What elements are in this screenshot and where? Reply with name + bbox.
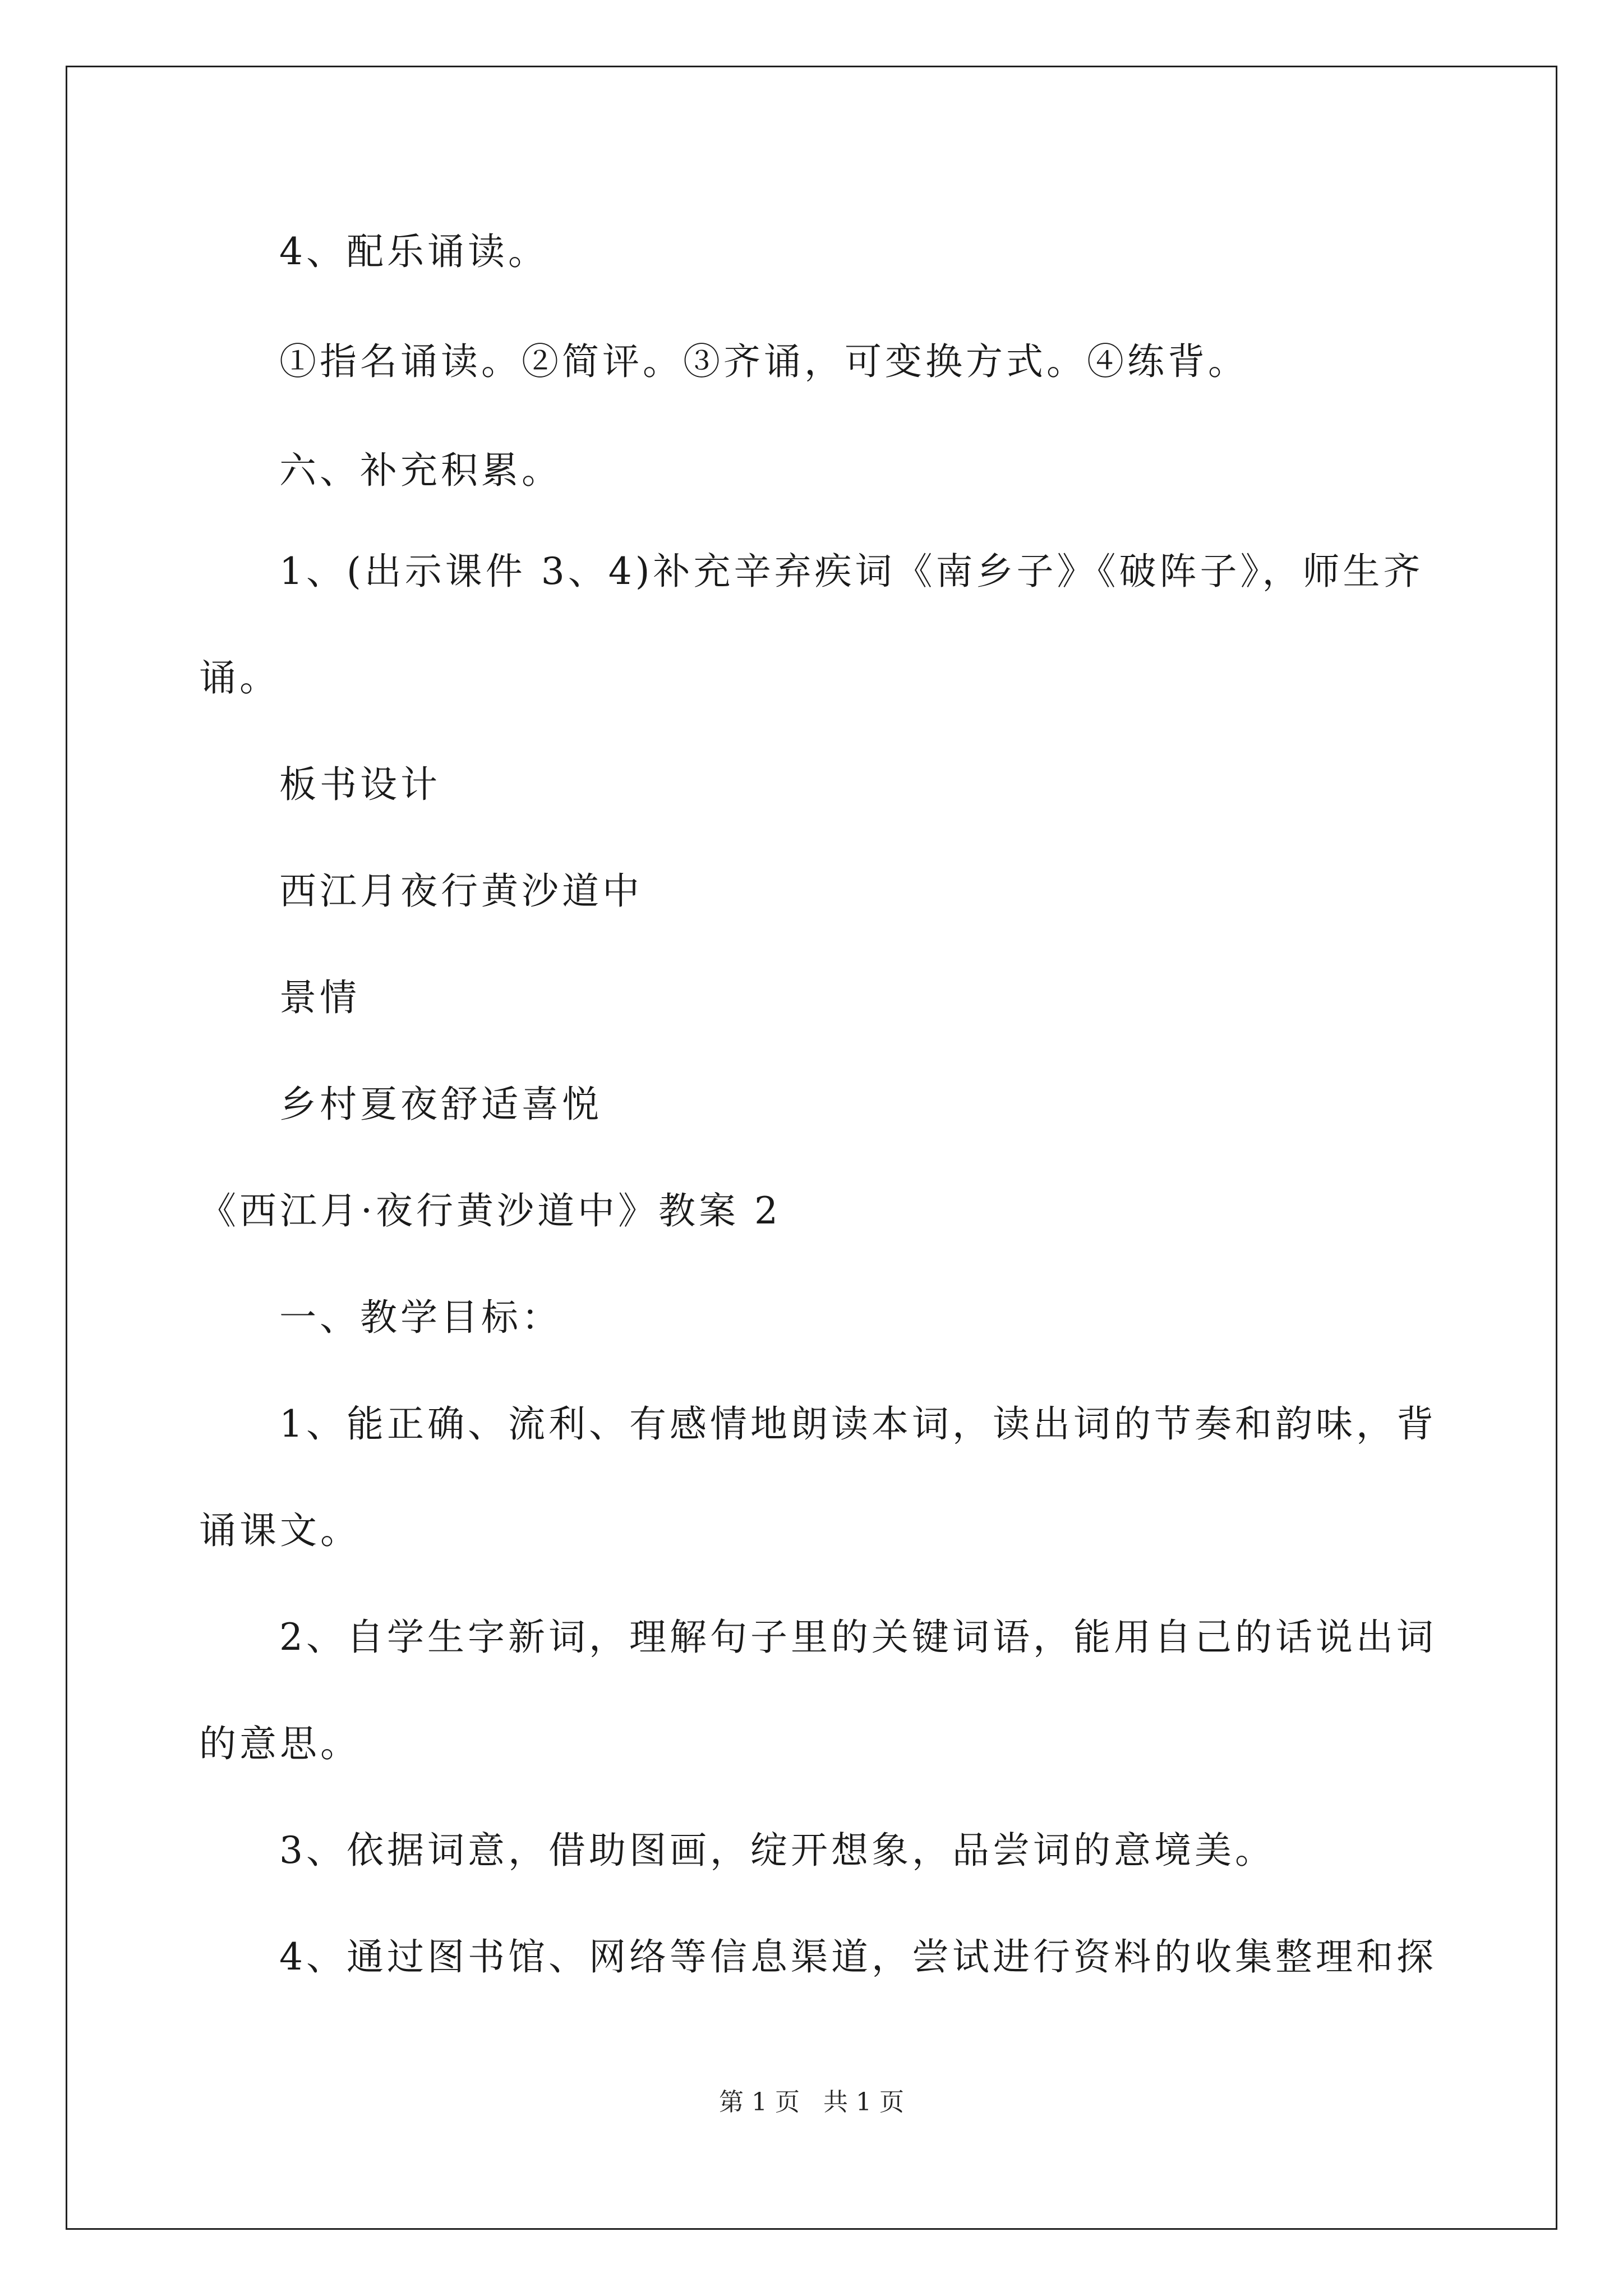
- text-line: 4、通过图书馆、网络等信息渠道，尝试进行资料的收集整理和探: [279, 1935, 1437, 1978]
- text-line: 六、补充积累。: [279, 449, 562, 492]
- text-line: 的意思。: [199, 1722, 361, 1765]
- text-line: 1、能正确、流利、有感情地朗读本词，读出词的节奏和韵味，背: [279, 1402, 1437, 1446]
- text-line: 乡村夏夜舒适喜悦: [279, 1083, 602, 1126]
- text-line: 4、配乐诵读。: [279, 230, 548, 273]
- page-frame: [66, 66, 1557, 2230]
- text-line: 西江月夜行黄沙道中: [279, 869, 643, 913]
- text-line: 诵课文。: [199, 1509, 361, 1552]
- text-line: 3、依据词意，借助图画，绽开想象，品尝词的意境美。: [279, 1829, 1275, 1872]
- text-line: 2、自学生字新词，理解句子里的关键词语，能用自己的话说出词: [279, 1616, 1437, 1659]
- text-line: ①指名诵读。②简评。③齐诵，可变换方式。④练背。: [279, 340, 1248, 383]
- text-line: 诵。: [199, 656, 280, 700]
- text-line: 板书设计: [279, 763, 441, 806]
- text-line: 1、(出示课件 3、4)补充辛弃疾词《南乡子》《破阵子》，师生齐: [279, 550, 1424, 593]
- page-footer: 第 1 页 共 1 页: [719, 2088, 904, 2116]
- text-line: 景情: [279, 976, 360, 1019]
- text-line: 一、教学目标：: [279, 1296, 562, 1339]
- section-heading: 《西江月·夜行黄沙道中》教案 2: [199, 1189, 781, 1232]
